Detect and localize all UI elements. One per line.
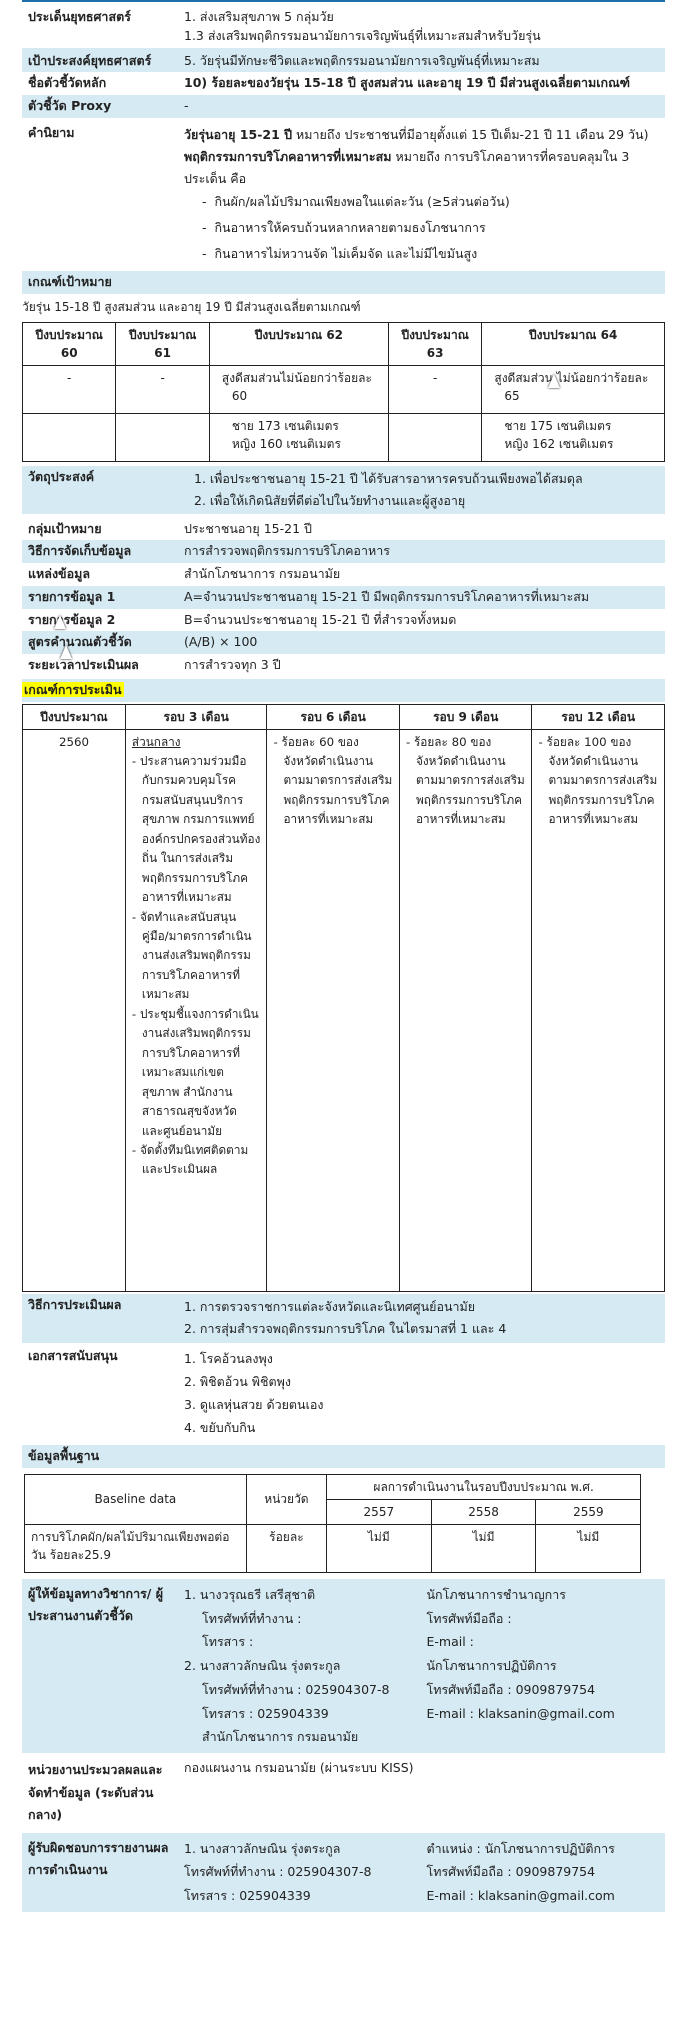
row-eval-period	[22, 654, 665, 677]
eval-col-header: รอบ 12 เดือน	[532, 704, 665, 729]
target-cell: สูงดีสมส่วน ไม่น้อยกว่าร้อยละ 65	[482, 365, 665, 413]
collection-method-value: การสำรวจพฤติกรรมการบริโภคอาหาร	[184, 543, 390, 559]
strategy-line-1: 1. ส่งเสริมสุขภาพ 5 กลุ่มวัย	[184, 9, 334, 24]
row-collection-method	[22, 540, 665, 563]
baseline-table	[24, 1474, 641, 1573]
label-objective: วัตถุประสงค์	[28, 468, 95, 484]
contact-1-fax: โทรสาร :	[202, 1634, 254, 1650]
eval-method-line: 2. การสุ่มสำรวจพฤติกรรมการบริโภค ในไตรมาสที่ 1 และ 4	[184, 1321, 507, 1336]
contact-1	[184, 1583, 659, 1654]
kpi-name-value: 10) ร้อยละของวัยรุ่น 15-18 ปี สูงสมส่วน และอายุ 19 ปี มีส่วนสูงเฉลี่ยตามเกณฑ์	[184, 75, 631, 91]
row-goal	[22, 50, 665, 73]
evaluation-heading: เกณฑ์การประเมิน	[24, 681, 122, 697]
target-cell	[23, 413, 116, 461]
eval-q3-cell	[125, 729, 267, 1291]
label-reporter: ผู้รับผิดชอบการรายงานผลการดำเนินงาน	[28, 1839, 169, 1877]
evaluation-heading-bar	[22, 679, 665, 702]
contact-2-email[interactable]: E-mail : klaksanin@gmail.com	[426, 1705, 615, 1721]
target-cell: -	[23, 365, 116, 413]
contact-1-mobile: โทรศัพท์มือถือ :	[426, 1610, 512, 1626]
label-collection-method: วิธีการจัดเก็บข้อมูล	[28, 543, 132, 559]
goal-value: 5. วัยรุ่นมีทักษะชีวิตและพฤติกรรมอนามัยการเจริญพันธุ์ที่เหมาะสม	[184, 52, 540, 68]
label-formula: สูตรคำนวณตัวชี้วัด	[28, 634, 132, 650]
label-data-item-2: รายการข้อมูล 2	[28, 611, 116, 627]
label-proxy: ตัวชี้วัด Proxy	[28, 98, 112, 113]
evaluation-table	[22, 704, 665, 1292]
data-item-1-value: A=จำนวนประชาชนอายุ 15-21 ปี มีพฤติกรรมการบริโภคอาหารที่เหมาะสม	[184, 588, 590, 604]
source-value: สำนักโภชนาการ กรมอนามัย	[184, 566, 341, 581]
objective-line: 2. เพื่อให้เกิดนิสัยที่ดีต่อไปในวัยทำงานและผู้สูงอายุ	[194, 492, 466, 508]
label-kpi-name: ชื่อตัวชี้วัดหลัก	[28, 75, 107, 91]
label-strategy: ประเด็นยุทธศาสตร์	[28, 9, 131, 24]
baseline-header-unit: หน่วยวัด	[246, 1474, 326, 1524]
label-support-docs: เอกสารสนับสนุน	[28, 1347, 118, 1363]
baseline-row-label: การบริโภคผัก/ผลไม้ปริมาณเพียงพอต่อวัน ร้อยละ25.9	[25, 1524, 247, 1572]
label-contacts: ผู้ให้ข้อมูลทางวิชาการ/ ผู้ประสานงานตัวชี้วัด	[28, 1585, 164, 1624]
target-col-header: ปีงบประมาณ 62	[209, 322, 388, 365]
definition-item: - กินผัก/ผลไม้ปริมาณเพียงพอในแต่ละวัน (≥5ส่วนต่อวัน)	[202, 189, 659, 215]
label-data-item-1: รายการข้อมูล 1	[28, 588, 116, 604]
eval-method-line: 1. การตรวจราชการแต่ละจังหวัดและนิเทศศูนย์อนามัย	[184, 1298, 476, 1314]
baseline-row-unit: ร้อยละ	[246, 1524, 326, 1572]
target-cell: -	[116, 365, 209, 413]
baseline-row-value: ไม่มี	[431, 1524, 536, 1572]
target-col-header: ปีงบประมาณ 64	[482, 322, 665, 365]
baseline-year: 2559	[536, 1499, 641, 1524]
target-heading: เกณฑ์เป้าหมาย	[22, 271, 665, 294]
eval-q9-cell: - ร้อยละ 80 ของจังหวัดดำเนินงานตามมาตรการส่งเสริมพฤติกรรมการบริโภคอาหารที่เหมาะสม	[399, 729, 532, 1291]
label-source: แหล่งข้อมูล	[28, 566, 91, 581]
row-agency	[22, 1757, 665, 1829]
target-cell: ชาย 175 เซนติเมตร หญิง 162 เซนติเมตร	[482, 413, 665, 461]
baseline-year: 2558	[431, 1499, 536, 1524]
strategy-line-2: 1.3 ส่งเสริมพฤติกรรมอนามัยการเจริญพันธุ์ที่เหมาะสมสำหรับวัยรุ่น	[184, 27, 541, 43]
label-goal: เป้าประสงค์ยุทธศาสตร์	[28, 52, 152, 68]
data-item-2-value: B=จำนวนประชาชนอายุ 15-21 ปี ที่สำรวจทั้งหมด	[184, 611, 457, 627]
target-cell: ชาย 173 เซนติเมตร หญิง 160 เซนติเมตร	[209, 413, 388, 461]
baseline-header-result: ผลการดำเนินงานในรอบปีงบประมาณ พ.ศ.	[326, 1474, 640, 1499]
label-agency: หน่วยงานประมวลผลและจัดทำข้อมูล (ระดับส่วนกลาง)	[28, 1762, 163, 1822]
row-reporter	[22, 1833, 665, 1912]
eval-col-header: รอบ 9 เดือน	[399, 704, 532, 729]
support-doc: 1. โรคอ้วนลงพุง	[184, 1350, 273, 1366]
contact-1-office-phone: โทรศัพท์ที่ทำงาน :	[202, 1610, 302, 1626]
baseline-row-value: ไม่มี	[326, 1524, 431, 1572]
eval-q3-item: - ประชุมชี้แจงการดำเนินงานส่งเสริมพฤติกรรมการบริโภคอาหารที่เหมาะสมแก่เขตสุขภาพ สำนักงานสาธารณสุขจังหวัด และศูนย์อนามัย	[131, 1006, 259, 1138]
formula-value: (A/B) × 100	[184, 634, 258, 650]
reporter-position: ตำแหน่ง : นักโภชนาการปฏิบัติการ	[426, 1840, 615, 1856]
row-objective	[22, 466, 665, 514]
baseline-header-data: Baseline data	[25, 1474, 247, 1524]
row-contacts	[22, 1579, 665, 1753]
definition-p1: วัยรุ่นอายุ 15-21 ปี หมายถึง ประชาชนที่มีอายุตั้งแต่ 15 ปีเต็ม-21 ปี 11 เดือน 29 วัน)	[184, 126, 649, 142]
support-doc: 2. พิชิตอ้วน พิชิตพุง	[184, 1373, 291, 1389]
baseline-year: 2557	[326, 1499, 431, 1524]
contact-2-org: สำนักโภชนาการ กรมอนามัย	[202, 1729, 359, 1745]
proxy-value: -	[184, 98, 189, 113]
target-col-header: ปีงบประมาณ 60	[23, 322, 116, 365]
eval-period-value: การสำรวจทุก 3 ปี	[184, 657, 281, 672]
definition-item: - กินอาหารไม่หวานจัด ไม่เค็มจัด และไม่มีไขมันสูง	[202, 241, 659, 267]
row-source	[22, 563, 665, 586]
eval-q3-item: - จัดตั้งทีมนิเทศติดตามและประเมินผล	[131, 1143, 249, 1177]
eval-q3-item: - จัดทำและสนับสนุนคู่มือ/มาตรการดำเนินงานส่งเสริมพฤติกรรมการบริโภคอาหารที่เหมาะสม	[131, 909, 252, 1002]
eval-year: 2560	[23, 729, 126, 1291]
support-doc: 4. ขยับกับกิน	[184, 1419, 256, 1435]
definition-item: - กินอาหารให้ครบถ้วนหลากหลายตามธงโภชนาการ	[202, 215, 659, 241]
baseline-row-value: ไม่มี	[536, 1524, 641, 1572]
row-definition	[22, 118, 665, 269]
label-eval-method: วิธีการประเมินผล	[28, 1296, 122, 1312]
support-doc: 3. ดูแลหุ่นสวย ด้วยตนเอง	[184, 1396, 324, 1412]
contact-2-mobile: โทรศัพท์มือถือ : 0909879754	[426, 1681, 596, 1697]
target-cell: สูงดีสมส่วนไม่น้อยกว่าร้อยละ 60	[209, 365, 388, 413]
eval-q3-item: - ประสานความร่วมมือกับกรมควบคุมโรค กรมสนับสนุนบริการสุขภาพ กรมการแพทย์ องค์กรปกครองส่วนท้องถิ่น ในการส่งเสริมพฤติกรรมการบริโภคอาหารที่เหมาะสม	[131, 753, 261, 905]
top-divider	[22, 0, 665, 2]
target-group-value: ประชาชนอายุ 15-21 ปี	[184, 520, 312, 536]
row-strategy	[22, 6, 665, 50]
row-kpi-name	[22, 72, 665, 95]
contact-1-position: นักโภชนาการชำนาญการ	[426, 1586, 566, 1602]
contact-1-email: E-mail :	[426, 1634, 474, 1650]
agency-value: กองแผนงาน กรมอนามัย (ผ่านระบบ KISS)	[184, 1760, 414, 1775]
label-eval-period: ระยะเวลาประเมินผล	[28, 657, 139, 672]
reporter-email[interactable]: E-mail : klaksanin@gmail.com	[426, 1888, 615, 1903]
target-col-header: ปีงบประมาณ 63	[388, 322, 481, 365]
target-col-header: ปีงบประมาณ 61	[116, 322, 209, 365]
mouse-cursor-icon	[54, 615, 66, 629]
definition-p2: พฤติกรรมการบริโภคอาหารที่เหมาะสม หมายถึง การบริโภคอาหารที่ครอบคลุมใน 3 ประเด็น คือ	[184, 148, 630, 186]
reporter-fax: โทรสาร : 025904339	[184, 1888, 311, 1903]
mouse-cursor-icon	[60, 645, 72, 659]
contact-2-fax: โทรสาร : 025904339	[202, 1705, 329, 1721]
eval-q6-cell: - ร้อยละ 60 ของจังหวัดดำเนินงานตามมาตรการส่งเสริมพฤติกรรมการบริโภคอาหารที่เหมาะสม	[267, 729, 400, 1291]
reporter-office-phone: โทรศัพท์ที่ทำงาน : 025904307-8	[184, 1864, 372, 1880]
contact-2-name: 2. นางสาวลักษณิน รุ่งตระกูล	[184, 1658, 341, 1673]
eval-col-header: ปีงบประมาณ	[23, 704, 126, 729]
reporter-name: 1. นางสาวลักษณิน รุ่งตระกูล	[184, 1840, 341, 1856]
objective-line: 1. เพื่อประชาชนอายุ 15-21 ปี ได้รับสารอาหารครบถ้วนเพียงพอได้สมดุล	[194, 470, 583, 486]
contact-2	[184, 1654, 659, 1749]
reporter-mobile: โทรศัพท์มือถือ : 0909879754	[426, 1864, 596, 1880]
target-cell	[388, 413, 481, 461]
target-cell: -	[388, 365, 481, 413]
target-cell	[116, 413, 209, 461]
eval-q12-cell: - ร้อยละ 100 ของจังหวัดดำเนินงานตามมาตรการส่งเสริมพฤติกรรมการบริโภคอาหารที่เหมาะสม	[532, 729, 665, 1291]
row-proxy	[22, 95, 665, 118]
eval-col-header: รอบ 6 เดือน	[267, 704, 400, 729]
eval-col-header: รอบ 3 เดือน	[125, 704, 267, 729]
row-eval-method	[22, 1294, 665, 1343]
target-table	[22, 322, 665, 462]
baseline-heading: ข้อมูลพื้นฐาน	[22, 1445, 665, 1468]
row-target-group	[22, 518, 665, 541]
eval-q3-title: ส่วนกลาง	[131, 734, 181, 749]
label-target-group: กลุ่มเป้าหมาย	[28, 520, 102, 536]
row-data-item-2	[22, 609, 665, 632]
contact-1-name: 1. นางวรุณธรี เสรีสุชาติ	[184, 1586, 316, 1602]
row-support-docs	[22, 1345, 665, 1442]
row-data-item-1	[22, 586, 665, 609]
target-description: วัยรุ่น 15-18 ปี สูงสมส่วน และอายุ 19 ปี มีส่วนสูงเฉลี่ยตามเกณฑ์	[22, 299, 361, 314]
contact-2-position: นักโภชนาการปฏิบัติการ	[426, 1658, 557, 1673]
row-formula	[22, 631, 665, 654]
label-definition: คำนิยาม	[28, 124, 75, 140]
contact-2-office-phone: โทรศัพท์ที่ทำงาน : 025904307-8	[202, 1681, 390, 1697]
mouse-cursor-icon	[548, 374, 560, 388]
